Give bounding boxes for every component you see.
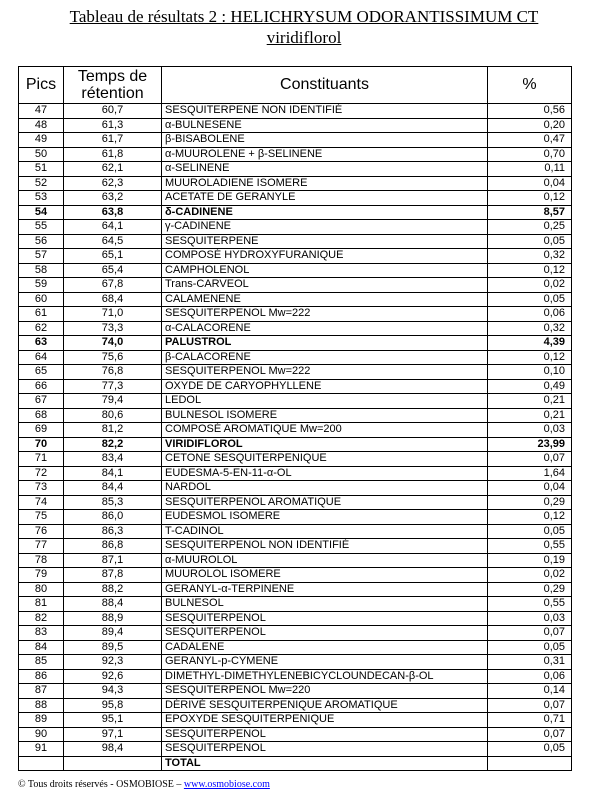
table-row <box>19 626 572 641</box>
constituent-cell: SESQUITERPENOL NON IDENTIFIÉ <box>162 539 488 554</box>
pct-cell: 0,21 <box>488 394 572 409</box>
constituent-cell: CETONE SESQUITERPENIQUE <box>162 452 488 467</box>
time-cell: 88,2 <box>64 582 162 597</box>
pct-cell: 0,47 <box>488 133 572 148</box>
header-row <box>19 67 572 104</box>
pct-cell: 0,02 <box>488 568 572 583</box>
time-cell: 83,4 <box>64 452 162 467</box>
time-cell: 63,2 <box>64 191 162 206</box>
pct-cell: 0,55 <box>488 597 572 612</box>
time-cell: 65,4 <box>64 263 162 278</box>
time-cell: 63,8 <box>64 205 162 220</box>
constituent-cell: SESQUITERPENOL <box>162 611 488 626</box>
pct-cell: 0,49 <box>488 379 572 394</box>
constituent-cell: LEDOL <box>162 394 488 409</box>
header-pics: Pics <box>19 67 64 104</box>
pct-cell: 0,04 <box>488 176 572 191</box>
time-cell: 61,8 <box>64 147 162 162</box>
pic-cell: 58 <box>19 263 64 278</box>
table-row <box>19 118 572 133</box>
table-row <box>19 307 572 322</box>
pct-cell: 0,12 <box>488 350 572 365</box>
pct-cell: 0,32 <box>488 249 572 264</box>
pic-cell: 64 <box>19 350 64 365</box>
pic-cell: 53 <box>19 191 64 206</box>
table-row <box>19 162 572 177</box>
title-line-1: Tableau de résultats 2 : HELICHRYSUM ODORANTISSIMUM CT <box>69 7 539 26</box>
time-cell: 87,8 <box>64 568 162 583</box>
pic-cell: 67 <box>19 394 64 409</box>
time-cell: 62,1 <box>64 162 162 177</box>
constituent-cell: EPOXYDE SESQUITERPENIQUE <box>162 713 488 728</box>
pct-cell: 0,07 <box>488 698 572 713</box>
table-row <box>19 582 572 597</box>
table-row <box>19 698 572 713</box>
table-row <box>19 568 572 583</box>
pic-cell: 55 <box>19 220 64 235</box>
document-title <box>0 6 608 48</box>
table-body <box>19 104 572 757</box>
pic-cell: 81 <box>19 597 64 612</box>
pic-cell: 68 <box>19 408 64 423</box>
table-row <box>19 539 572 554</box>
table-row <box>19 423 572 438</box>
pct-cell: 4,39 <box>488 336 572 351</box>
total-pic-cell <box>19 756 64 771</box>
time-cell: 95,8 <box>64 698 162 713</box>
table-row <box>19 176 572 191</box>
constituent-cell: α-SELINENE <box>162 162 488 177</box>
pic-cell: 87 <box>19 684 64 699</box>
constituent-cell: SESQUITERPENOL Mw=220 <box>162 684 488 699</box>
pic-cell: 77 <box>19 539 64 554</box>
table-row <box>19 684 572 699</box>
time-cell: 86,0 <box>64 510 162 525</box>
constituent-cell: VIRIDIFLOROL <box>162 437 488 452</box>
pct-cell: 0,05 <box>488 524 572 539</box>
constituent-cell: OXYDE DE CARYOPHYLLENE <box>162 379 488 394</box>
table-row <box>19 655 572 670</box>
pic-cell: 69 <box>19 423 64 438</box>
table-row <box>19 249 572 264</box>
time-cell: 60,7 <box>64 104 162 119</box>
pic-cell: 49 <box>19 133 64 148</box>
constituent-cell: NARDOL <box>162 481 488 496</box>
constituent-cell: β-BISABOLENE <box>162 133 488 148</box>
constituent-cell: COMPOSÉ AROMATIQUE Mw=200 <box>162 423 488 438</box>
table-row <box>19 640 572 655</box>
header-pct: % <box>488 67 572 104</box>
header-temps: Temps de rétention <box>64 67 162 104</box>
pct-cell: 0,14 <box>488 684 572 699</box>
constituent-cell: SESQUITERPENE NON IDENTIFIÉ <box>162 104 488 119</box>
table-row <box>19 220 572 235</box>
pic-cell: 61 <box>19 307 64 322</box>
time-cell: 73,3 <box>64 321 162 336</box>
table-row <box>19 727 572 742</box>
pct-cell: 0,03 <box>488 611 572 626</box>
pic-cell: 83 <box>19 626 64 641</box>
pic-cell: 86 <box>19 669 64 684</box>
table-row <box>19 147 572 162</box>
total-row <box>19 756 572 771</box>
constituent-cell: BULNESOL <box>162 597 488 612</box>
pic-cell: 54 <box>19 205 64 220</box>
time-cell: 77,3 <box>64 379 162 394</box>
table-row <box>19 713 572 728</box>
pic-cell: 56 <box>19 234 64 249</box>
pct-cell: 0,12 <box>488 191 572 206</box>
pic-cell: 48 <box>19 118 64 133</box>
table-row <box>19 379 572 394</box>
constituent-cell: EUDESMOL ISOMERE <box>162 510 488 525</box>
time-cell: 92,6 <box>64 669 162 684</box>
time-cell: 94,3 <box>64 684 162 699</box>
constituent-cell: Trans-CARVEOL <box>162 278 488 293</box>
table-row <box>19 263 572 278</box>
pct-cell: 0,07 <box>488 452 572 467</box>
table-row <box>19 336 572 351</box>
constituent-cell: CADALENE <box>162 640 488 655</box>
constituent-cell: SESQUITERPENE <box>162 234 488 249</box>
constituent-cell: ACETATE DE GERANYLE <box>162 191 488 206</box>
time-cell: 64,5 <box>64 234 162 249</box>
pct-cell: 0,03 <box>488 423 572 438</box>
pic-cell: 71 <box>19 452 64 467</box>
table-row <box>19 408 572 423</box>
pct-cell: 0,12 <box>488 510 572 525</box>
website-link[interactable]: www.osmobiose.com <box>183 779 270 790</box>
pic-cell: 50 <box>19 147 64 162</box>
table-row <box>19 205 572 220</box>
constituent-cell: SESQUITERPENOL AROMATIQUE <box>162 495 488 510</box>
table-row <box>19 365 572 380</box>
pic-cell: 70 <box>19 437 64 452</box>
time-cell: 68,4 <box>64 292 162 307</box>
pct-cell: 0,06 <box>488 307 572 322</box>
pic-cell: 90 <box>19 727 64 742</box>
constituent-cell: SESQUITERPENOL <box>162 626 488 641</box>
pic-cell: 82 <box>19 611 64 626</box>
header-constituants: Constituants <box>162 67 488 104</box>
time-cell: 85,3 <box>64 495 162 510</box>
table-row <box>19 481 572 496</box>
pic-cell: 80 <box>19 582 64 597</box>
table-row <box>19 104 572 119</box>
pic-cell: 75 <box>19 510 64 525</box>
pic-cell: 76 <box>19 524 64 539</box>
total-label: TOTAL <box>162 756 488 771</box>
pic-cell: 79 <box>19 568 64 583</box>
total-time-cell <box>64 756 162 771</box>
constituent-cell: MUUROLOL ISOMERE <box>162 568 488 583</box>
pct-cell: 0,05 <box>488 640 572 655</box>
time-cell: 65,1 <box>64 249 162 264</box>
time-cell: 76,8 <box>64 365 162 380</box>
pct-cell: 0,06 <box>488 669 572 684</box>
results-table <box>18 66 572 771</box>
pct-cell: 0,29 <box>488 495 572 510</box>
time-cell: 61,7 <box>64 133 162 148</box>
time-cell: 75,6 <box>64 350 162 365</box>
table-row <box>19 466 572 481</box>
time-cell: 79,4 <box>64 394 162 409</box>
pic-cell: 72 <box>19 466 64 481</box>
constituent-cell: α-CALACORENE <box>162 321 488 336</box>
pct-cell: 0,70 <box>488 147 572 162</box>
time-cell: 86,3 <box>64 524 162 539</box>
table-row <box>19 510 572 525</box>
pic-cell: 47 <box>19 104 64 119</box>
constituent-cell: GERANYL-α-TERPINENE <box>162 582 488 597</box>
pct-cell: 0,29 <box>488 582 572 597</box>
pct-cell: 0,21 <box>488 408 572 423</box>
time-cell: 81,2 <box>64 423 162 438</box>
table-row <box>19 292 572 307</box>
pic-cell: 74 <box>19 495 64 510</box>
constituent-cell: CAMPHOLENOL <box>162 263 488 278</box>
time-cell: 80,6 <box>64 408 162 423</box>
constituent-cell: SESQUITERPENOL Mw=222 <box>162 307 488 322</box>
pic-cell: 78 <box>19 553 64 568</box>
table-row <box>19 191 572 206</box>
time-cell: 62,3 <box>64 176 162 191</box>
time-cell: 61,3 <box>64 118 162 133</box>
table-row <box>19 742 572 757</box>
constituent-cell: T-CADINOL <box>162 524 488 539</box>
pct-cell: 0,31 <box>488 655 572 670</box>
pic-cell: 51 <box>19 162 64 177</box>
pct-cell: 23,99 <box>488 437 572 452</box>
constituent-cell: EUDESMA-5-EN-11-α-OL <box>162 466 488 481</box>
constituent-cell: SESQUITERPENOL <box>162 727 488 742</box>
time-cell: 82,2 <box>64 437 162 452</box>
constituent-cell: GERANYL-p-CYMENE <box>162 655 488 670</box>
time-cell: 88,9 <box>64 611 162 626</box>
pct-cell: 0,55 <box>488 539 572 554</box>
time-cell: 89,5 <box>64 640 162 655</box>
pic-cell: 63 <box>19 336 64 351</box>
pic-cell: 91 <box>19 742 64 757</box>
pct-cell: 0,05 <box>488 742 572 757</box>
time-cell: 89,4 <box>64 626 162 641</box>
pic-cell: 62 <box>19 321 64 336</box>
table-row <box>19 321 572 336</box>
pic-cell: 57 <box>19 249 64 264</box>
constituent-cell: δ-CADINENE <box>162 205 488 220</box>
title-line-2: viridiflorol <box>266 28 342 47</box>
constituent-cell: CALAMENENE <box>162 292 488 307</box>
time-cell: 98,4 <box>64 742 162 757</box>
time-cell: 71,0 <box>64 307 162 322</box>
constituent-cell: SESQUITERPENOL Mw=222 <box>162 365 488 380</box>
table-row <box>19 611 572 626</box>
pic-cell: 88 <box>19 698 64 713</box>
pic-cell: 52 <box>19 176 64 191</box>
pct-cell: 0,20 <box>488 118 572 133</box>
time-cell: 87,1 <box>64 553 162 568</box>
time-cell: 74,0 <box>64 336 162 351</box>
pct-cell: 0,11 <box>488 162 572 177</box>
pct-cell: 0,56 <box>488 104 572 119</box>
pct-cell: 1,64 <box>488 466 572 481</box>
table-row <box>19 495 572 510</box>
constituent-cell: COMPOSÉ HYDROXYFURANIQUE <box>162 249 488 264</box>
pct-cell: 0,04 <box>488 481 572 496</box>
table-row <box>19 278 572 293</box>
pct-cell: 0,10 <box>488 365 572 380</box>
copyright-text: © Tous droits réservés - OSMOBIOSE – <box>18 779 184 790</box>
pic-cell: 65 <box>19 365 64 380</box>
pic-cell: 66 <box>19 379 64 394</box>
time-cell: 86,8 <box>64 539 162 554</box>
pct-cell: 0,32 <box>488 321 572 336</box>
pct-cell: 0,19 <box>488 553 572 568</box>
table-row <box>19 133 572 148</box>
pct-cell: 0,71 <box>488 713 572 728</box>
constituent-cell: DÉRIVÉ SESQUITERPENIQUE AROMATIQUE <box>162 698 488 713</box>
constituent-cell: β-CALACORENE <box>162 350 488 365</box>
pic-cell: 85 <box>19 655 64 670</box>
time-cell: 88,4 <box>64 597 162 612</box>
time-cell: 92,3 <box>64 655 162 670</box>
time-cell: 84,1 <box>64 466 162 481</box>
constituent-cell: SESQUITERPENOL <box>162 742 488 757</box>
table-row <box>19 669 572 684</box>
pct-cell: 0,07 <box>488 727 572 742</box>
time-cell: 95,1 <box>64 713 162 728</box>
pic-cell: 84 <box>19 640 64 655</box>
pct-cell: 0,25 <box>488 220 572 235</box>
pct-cell: 0,05 <box>488 234 572 249</box>
constituent-cell: α-BULNESENE <box>162 118 488 133</box>
constituent-cell: MUUROLADIENE ISOMERE <box>162 176 488 191</box>
constituent-cell: BULNESOL ISOMERE <box>162 408 488 423</box>
pic-cell: 60 <box>19 292 64 307</box>
table-row <box>19 597 572 612</box>
time-cell: 84,4 <box>64 481 162 496</box>
constituent-cell: PALUSTROL <box>162 336 488 351</box>
table-row <box>19 553 572 568</box>
pct-cell: 0,12 <box>488 263 572 278</box>
pct-cell: 8,57 <box>488 205 572 220</box>
table-row <box>19 234 572 249</box>
pic-cell: 73 <box>19 481 64 496</box>
constituent-cell: DIMETHYL-DIMETHYLENEBICYCLOUNDECAN-β-OL <box>162 669 488 684</box>
table-row <box>19 524 572 539</box>
table-row <box>19 437 572 452</box>
table-row <box>19 394 572 409</box>
constituent-cell: α-MUUROLENE + β-SELINENE <box>162 147 488 162</box>
pic-cell: 59 <box>19 278 64 293</box>
constituent-cell: γ-CADINENE <box>162 220 488 235</box>
table-row <box>19 452 572 467</box>
pct-cell: 0,05 <box>488 292 572 307</box>
constituent-cell: α-MUUROLOL <box>162 553 488 568</box>
total-pct-cell <box>488 756 572 771</box>
pct-cell: 0,02 <box>488 278 572 293</box>
footer <box>18 779 270 790</box>
time-cell: 67,8 <box>64 278 162 293</box>
pic-cell: 89 <box>19 713 64 728</box>
table-row <box>19 350 572 365</box>
pct-cell: 0,07 <box>488 626 572 641</box>
time-cell: 64,1 <box>64 220 162 235</box>
time-cell: 97,1 <box>64 727 162 742</box>
